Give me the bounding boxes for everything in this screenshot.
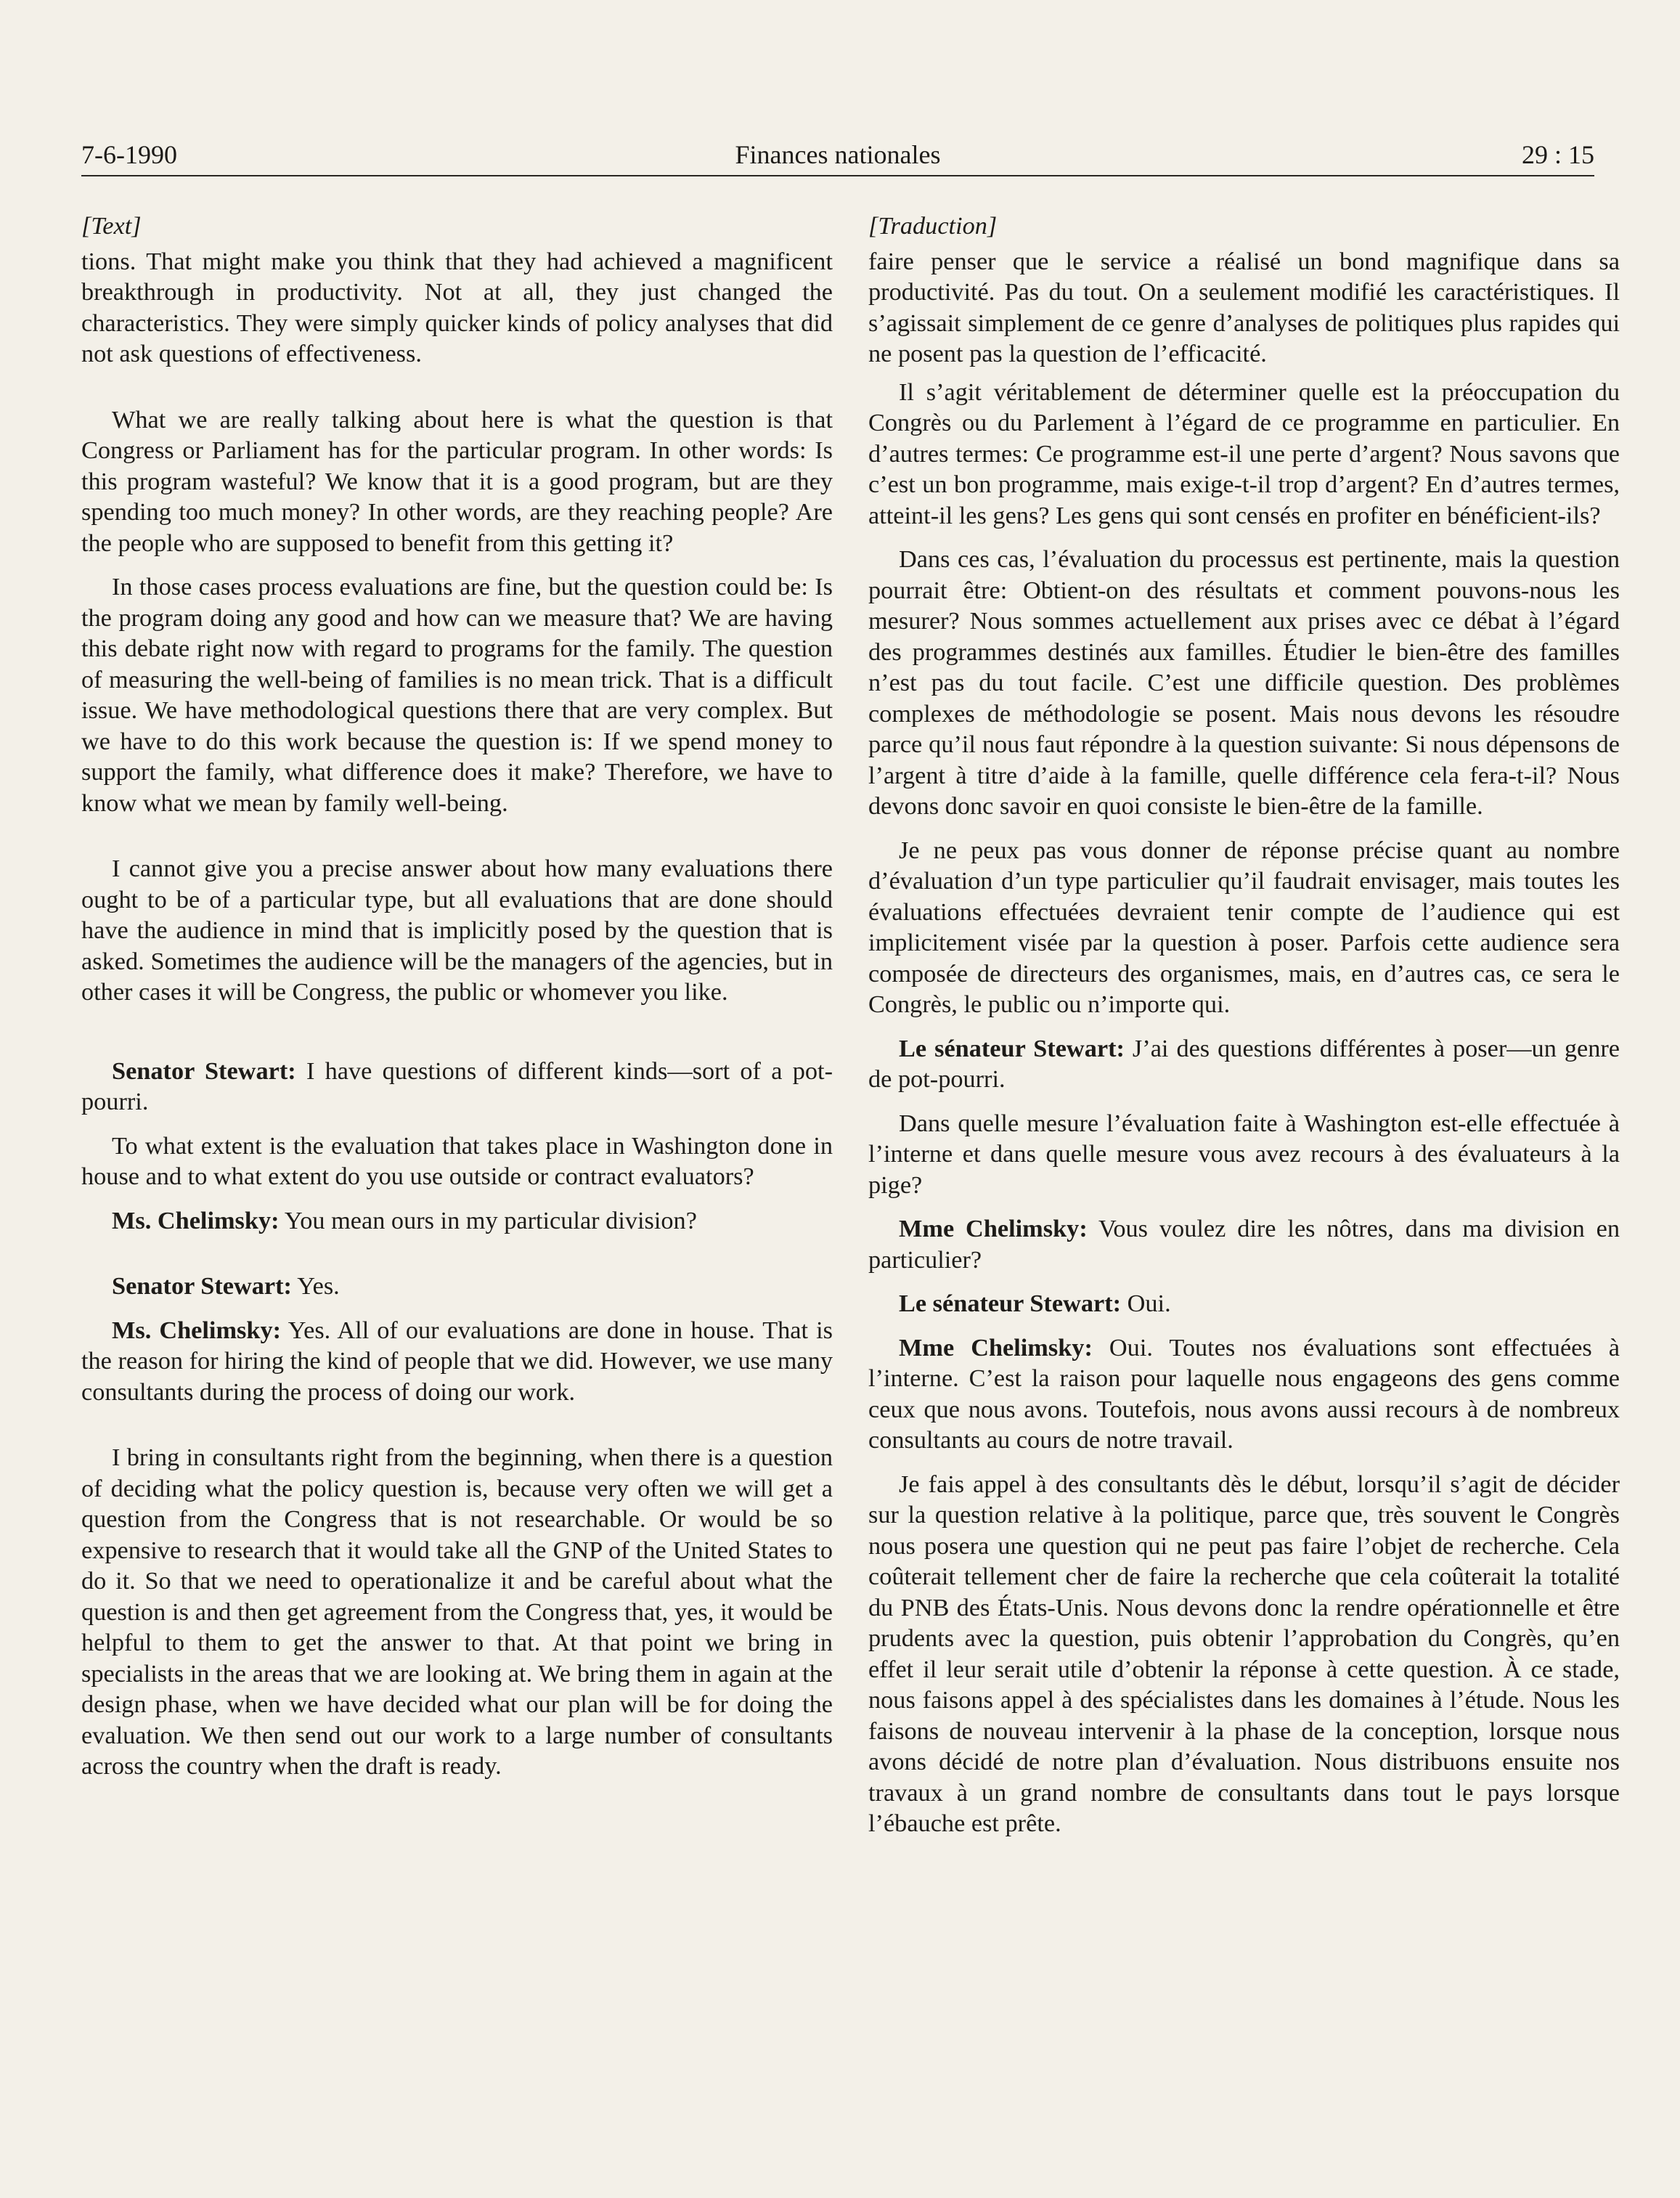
paragraph: I cannot give you a precise answer about how many evaluations there ought to be of a particular type, but all evaluations that are done should have the audience in mind that is implicitly posed by the question that is asked. Sometimes the audience will be the managers of the agencies, but in other cases it will be Congress, the public or whomever you like. — [81, 855, 833, 1006]
speech-text: Vous voulez dire les nôtres, dans ma division en particulier? — [868, 1215, 1620, 1274]
paragraph: tions. That might make you think that they had achieved a magnificent breakthrough in productivity. Not at all, they just changed the characteristics. They were simply quicker kinds of policy analyses that did not ask questions of effectiveness. — [81, 247, 833, 367]
speaker-name: Senator Stewart: — [112, 1057, 296, 1085]
speaker-paragraph — [81, 1056, 833, 1118]
speaker-name: Ms. Chelimsky: — [112, 1206, 280, 1234]
english-column — [81, 211, 833, 1782]
paragraph: Dans quelle mesure l’évaluation faite à Washington est-elle effectuée à l’interne et dans quelle mesure vous avez recours à des évaluateurs à la pige? — [868, 1109, 1620, 1199]
paragraph: Dans ces cas, l’évaluation du processus est pertinente, mais la question pourrait être: Obtient-on des résultats et comment pouvons-nous les mesurer? Nous sommes actuellement aux prises avec ce débat à l’égard des programmes destinés aux familles. Étudier le bien-être des familles n’est pas du tout facile. C’est une difficile question. Des problèmes complexes de méthodologie se posent. Mais nous devons les résoudre parce qu’il nous faut répondre à la question suivante: Si nous dépensons de l’argent à titre d’aide à la famille, quelle différence cela fera-t-il? Nous devons donc savoir en quoi consiste le bien-être de la famille. — [868, 545, 1620, 820]
paragraph: To what extent is the evaluation that takes place in Washington done in house and to what extent do you use outside or contract evaluators? — [81, 1131, 833, 1190]
header-date: 7-6-1990 — [81, 140, 177, 169]
speech-text: Oui. Toutes nos évaluations sont effectuées à l’interne. C’est la raison pour laquelle nous engageons des gens comme ceux que nous avons. Toutefois, nous avons aussi recours à de nombreux consultants au cours de notre travail. — [868, 1333, 1620, 1454]
header-title: Finances nationales — [735, 140, 941, 169]
column-tag: [Traduction] — [868, 212, 998, 240]
speaker-paragraph — [868, 1033, 1620, 1095]
paragraph: Il s’agit véritablement de déterminer quelle est la préoccupation du Congrès ou du Parlement à l’égard de ce programme en particulier. En d’autres termes: Ce programme est-il une perte d’argent? Nous savons que c’est un bon programme, mais exige-t-il trop d’argent? En d’autres termes, atteint-il les gens? Les gens qui sont censés en profiter en bénéficient-ils? — [868, 378, 1620, 529]
paragraph: Je ne peux pas vous donner de réponse précise quant au nombre d’évaluation d’un type particulier qu’il faudrait envisager, mais toutes les évaluations effectuées devraient tenir compte de l’audience qui est implicitement visée par la question à poser. Parfois cette audience sera composée de directeurs des organismes, mais, en d’autres cas, ce sera le Congrès, le public ou n’importe qui. — [868, 836, 1620, 1018]
french-column — [868, 211, 1620, 1839]
speaker-paragraph — [868, 1213, 1620, 1275]
paragraph: faire penser que le service a réalisé un bond magnifique dans sa productivité. Pas du tout. On a seulement modifié les caractéristiques. Il s’agissait simplement de ce genre d’analyses de politiques plus rapides qui ne posent pas la question de l’efficacité. — [868, 247, 1620, 367]
speaker-paragraph — [81, 1315, 833, 1408]
paragraph: In those cases process evaluations are fine, but the question could be: Is the program doing any good and how can we measure that? We are having this debate right now with regard to programs for the family. The question of measuring the well-being of families is no mean trick. That is a difficult issue. We have methodological questions there that are very complex. But we have to do this work because the question is: If we spend money to support the family, what difference does it make? Therefore, we have to know what we mean by family well-being. — [81, 573, 833, 817]
header-rule — [81, 175, 1594, 176]
speaker-paragraph — [81, 1205, 833, 1237]
paragraph: What we are really talking about here is what the question is that Congress or Parliament has for the particular program. In other words: Is this program wasteful? We know that it is a good program, but are they spending too much money? In other words, are they reaching people? Are the people who are supposed to benefit from this getting it? — [81, 405, 833, 557]
speech-text: Yes. All of our evaluations are done in house. That is the reason for hiring the kind of people that we did. However, we use many consultants during the process of doing our work. — [81, 1316, 833, 1406]
column-tag: [Text] — [81, 212, 142, 240]
speaker-paragraph — [868, 1332, 1620, 1456]
running-header — [81, 134, 1594, 175]
speech-text: Oui. — [1121, 1290, 1171, 1317]
speaker-name: Ms. Chelimsky: — [112, 1316, 282, 1344]
speaker-paragraph — [868, 1288, 1620, 1319]
header-page-number: 29 : 15 — [1521, 140, 1594, 169]
speech-text: You mean ours in my particular division? — [279, 1206, 697, 1234]
speaker-name: Senator Stewart: — [112, 1272, 292, 1300]
paragraph: I bring in consultants right from the beginning, when there is a question of deciding what the policy question is, because very often we will get a question from the Congress that is not researchable. Or would be so expensive to research that it would take all the GNP of the United States to do it. So that we need to operationalize it and be careful about what the question is and then get agreement from the Congress that, yes, it would be helpful to them to get the answer to that. At that point we bring in specialists in the areas that we are looking at. We bring them in again at the design phase, when we have decided what our plan will be for doing the evaluation. We then send out our work to a large number of consultants across the country when the draft is ready. — [81, 1444, 833, 1780]
speaker-name: Mme Chelimsky: — [899, 1333, 1093, 1361]
speaker-name: Mme Chelimsky: — [899, 1215, 1088, 1242]
speaker-name: Le sénateur Stewart: — [899, 1290, 1122, 1317]
speech-text: J’ai des questions différentes à poser—un genre de pot-pourri. — [868, 1034, 1620, 1093]
speaker-name: Le sénateur Stewart: — [899, 1034, 1125, 1062]
speaker-paragraph — [81, 1271, 833, 1302]
speech-text: Yes. — [291, 1272, 340, 1300]
paragraph: Je fais appel à des consultants dès le début, lorsqu’il s’agit de décider sur la question relative à la politique, parce que, très souvent le Congrès nous posera une question qui ne peut pas faire l’objet de recherche. Cela coûterait tellement cher de faire la recherche que cela coûterait la totalité du PNB des États-Unis. Nous devons donc la rendre opérationnelle et être prudents avec la question, puis obtenir l’approbation du Congrès, qu’en effet il leur serait utile d’obtenir la réponse à cette question. À ce stade, nous faisons appel à des spécialistes dans les domaines à l’étude. Nous les faisons de nouveau intervenir à la phase de la conception, lorsque nous avons décidé de notre plan d’évaluation. Nous distribuons ensuite nos travaux à un grand nombre de consultants dans tout le pays lorsque l’ébauche est prête. — [868, 1470, 1620, 1837]
speech-text: I have questions of different kinds—sort of a pot-pourri. — [81, 1057, 833, 1115]
